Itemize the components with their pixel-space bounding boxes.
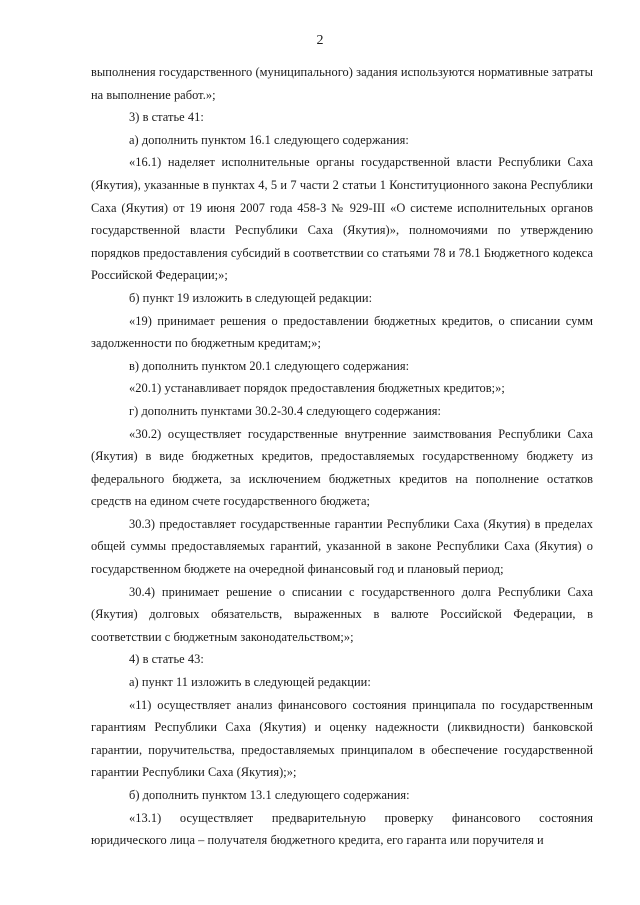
page-number: 2 (316, 33, 324, 48)
paragraph: «19) принимает решения о предоставлении бюджетных кредитов, о списании сумм задолженности по бюджетным кредитам;»; (91, 313, 593, 351)
paragraph: «13.1) осуществляет предварительную проверку финансового состояния юридического лица – получателя бюджетного кредита, его гаранта или поручителя и (91, 810, 593, 848)
paragraph: б) пункт 19 изложить в следующей редакции: (129, 290, 373, 305)
paragraph: «30.2) осуществляет государственные внутренние заимствования Республики Саха (Якутия) в виде бюджетных кредитов, предоставляемых государственному бюджету из федерального бюджета, за исключением бюджетных кредитов на пополнение остатков средств на едином счете государственного бюджета; (91, 426, 593, 509)
paragraph: 3) в статье 41: (129, 110, 204, 125)
paragraph: выполнения государственного (муниципального) задания используются нормативные затраты на выполнение работ.»; (91, 65, 593, 102)
paragraph: «20.1) устанавливает порядок предоставления бюджетных кредитов;»; (129, 381, 505, 396)
paragraph: а) пункт 11 изложить в следующей редакции: (129, 675, 371, 690)
paragraph: 30.4) принимает решение о списании с государственного долга Республики Саха (Якутия) долговых обязательств, выраженных в валюте Российской Федерации, в соответствии с бюджетным законодательством;»; (91, 584, 593, 644)
paragraph: в) дополнить пунктом 20.1 следующего содержания: (129, 358, 410, 373)
paragraph: б) дополнить пунктом 13.1 следующего содержания: (129, 788, 410, 802)
paragraph: «11) осуществляет анализ финансового состояния принципала по государственным гарантиям Республики Саха (Якутия) и оценку надежности (ликвидности) банковской гарантии, поручительства, предоставляемых принципалом в обеспечение государственной гарантии Республики Саха (Якутия);»; (91, 697, 593, 780)
paragraph: «16.1) наделяет исполнительные органы государственной власти Республики Саха (Якутия), указанные в пунктах 4, 5 и 7 части 2 статьи 1 Конституционного закона Республики Саха (Якутия) от 19 июня 2007 года 458-З № 929-III «О системе исполнительных органов государственной власти Республики Саха (Якутия)», полномочиями по утверждению порядков предоставления субсидий в соответствии со статьями 78 и 78.1 Бюджетного кодекса Российской Федерации;»; (91, 155, 593, 283)
paragraph: 4) в статье 43: (129, 652, 204, 667)
paragraph: а) дополнить пунктом 16.1 следующего содержания: (129, 132, 409, 147)
paragraph: г) дополнить пунктами 30.2-30.4 следующего содержания: (129, 403, 441, 418)
paragraph: 30.3) предоставляет государственные гарантии Республики Саха (Якутия) в пределах общей суммы предоставляемых гарантий, указанной в законе Республики Саха (Якутия) о государственном бюджете на очередной финансовый год и плановый период; (91, 516, 593, 577)
document-body (91, 61, 593, 852)
